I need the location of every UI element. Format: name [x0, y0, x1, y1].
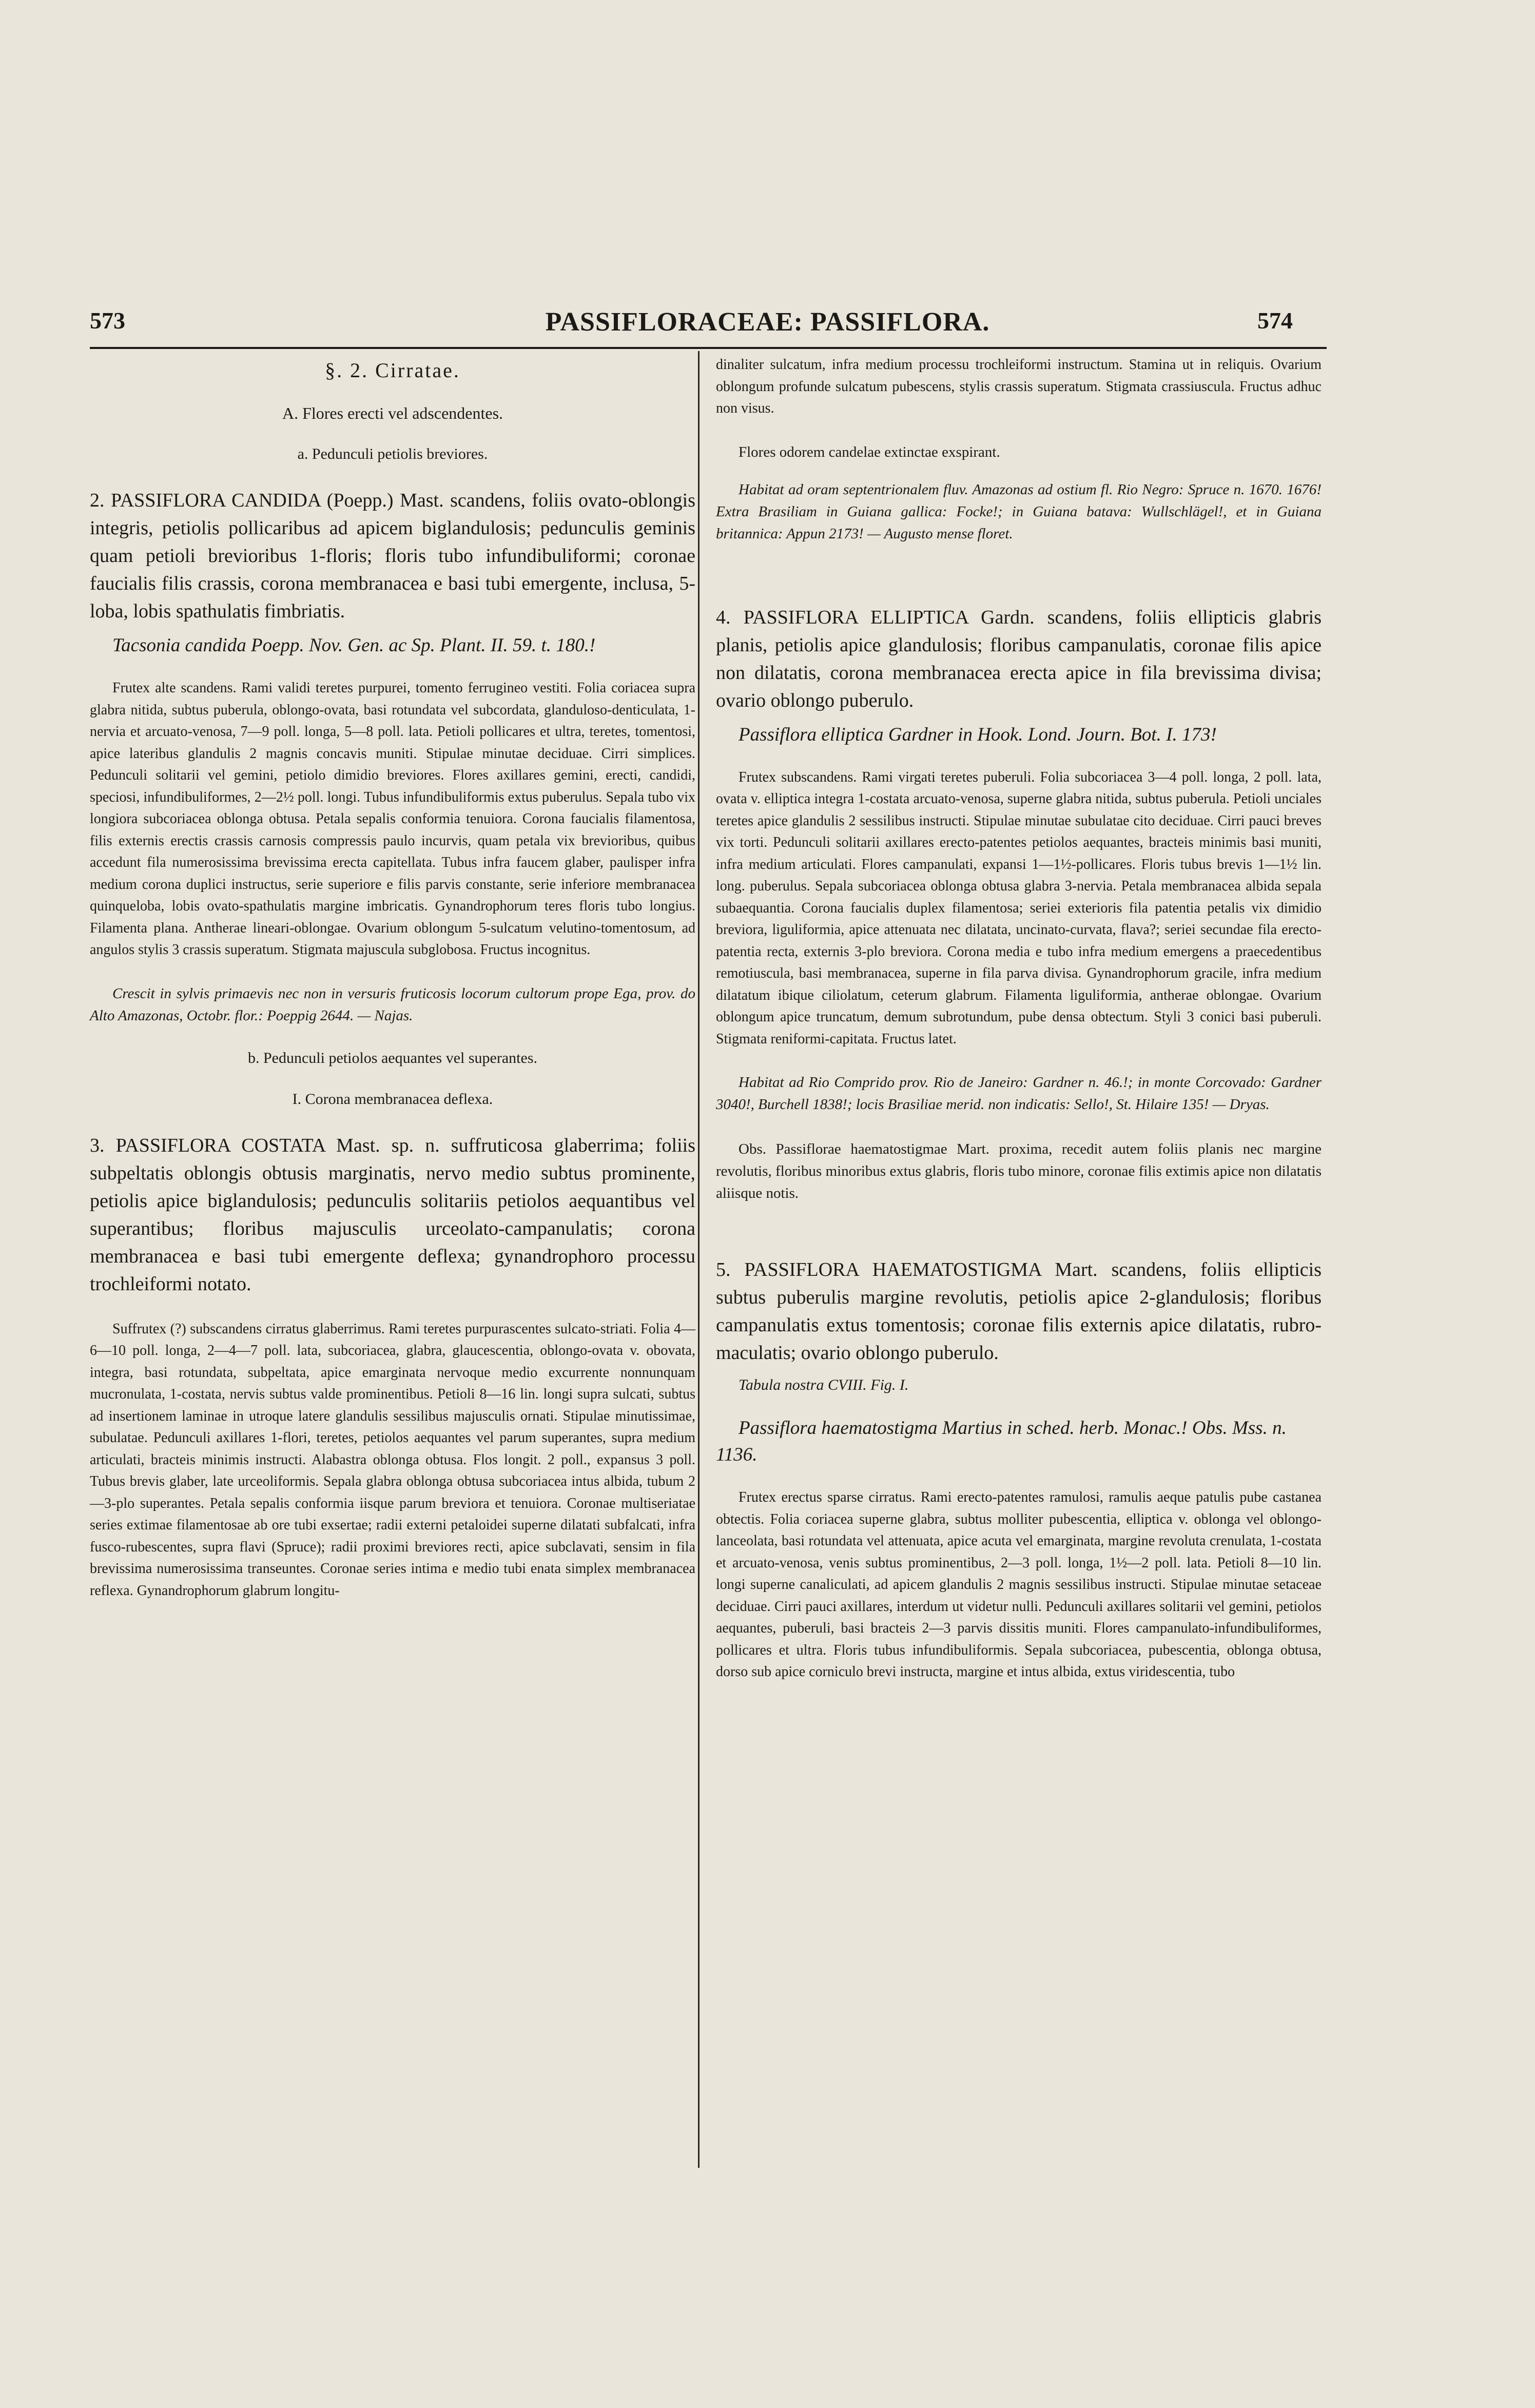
habitat-text: Crescit in sylvis primaevis nec non in versuris fruticosis locorum cultorum prope Ega, prov. do Alto Amazonas, Octobr. flor.: Poeppig 2644. — Najas. [90, 985, 695, 1024]
synonym-citation: Tacsonia candida Poepp. Nov. Gen. ac Sp. Plant. II. 59. t. 180.! [112, 635, 596, 656]
column-rule [698, 351, 700, 2168]
species-diagnosis: 3. PASSIFLORA COSTATA Mast. sp. n. suffruticosa glaberrima; foliis subpeltatis oblongis obtusis marginatis, nervo medio subtus prominente, petiolis apice biglandulosis; pedunculis solitariis petiolos aequantibus vel superantibus; floribus majusculis urceolato-campanulatis; corona membranacea e basi tubi emergente deflexa; gynandrophoro processu trochleiformi notato. [90, 1134, 695, 1295]
synonym-citation: Passiflora haematostigma Martius in sched. herb. Monac.! Obs. Mss. n. 1136. [716, 1417, 1287, 1465]
running-head: PASSIFLORACEAE: PASSIFLORA. [545, 307, 990, 337]
subgroup-heading: b. Pedunculi petiolos aequantes vel superantes. [247, 1049, 538, 1066]
header-rule [90, 347, 1327, 349]
species-diagnosis: 4. PASSIFLORA ELLIPTICA Gardn. scandens, foliis ellipticis glabris planis, petiolis apice glandulosis; floribus campanulatis, coronae filis apice non dilatatis, corona membranacea erecta apice in fila brevissima divisa; ovario oblongo puberulo. [716, 606, 1322, 711]
observation-note: Obs. Passiflorae haematostigmae Mart. proxima, recedit autem foliis planis nec margine revolutis, floribus minoribus extus glabris, floris tubo minore, coronae filis extimis apice non dilatatis aliisque notis. [716, 1141, 1322, 1201]
section-title: §. 2. Cirratae. [325, 359, 460, 382]
species-diagnosis: 5. PASSIFLORA HAEMATOSTIGMA Mart. scandens, foliis ellipticis subtus puberulis margine revolutis, petiolis apice 2-glandulosis; floribus campanulatis extus tomentosis; coronae filis externis apice dilatatis, rubro-maculatis; ovario oblongo puberulo. [716, 1259, 1322, 1364]
left-column [90, 354, 695, 1623]
subgroup-heading: A. Flores erecti vel adscendentes. [282, 404, 503, 422]
species-description: Frutex subscandens. Rami virgati teretes puberuli. Folia subcoriacea 3—4 poll. longa, 2 poll. lata, ovata v. elliptica integra 1-costata arcuato-venosa, superne glabra nitida, subtus puberula. Petioli unciales teretes apice glandulis 2 sessilibus instructi. Stipulae minutae subulatae cito deciduae. Cirri pauci breves vix torti. Pedunculi solitarii axillares erecto-patentes petiolos aequantes, bracteis minimis basi muniti, infra medium articulati. Flores campanulati, expansi 1—1½-pollicares. Floris tubus brevis 1—1½ lin. long. puberulus. Sepala subcoriacea oblonga obtusa glabra 3-nervia. Petala membranacea albida sepala subaequantia. Corona faucialis duplex filamentosa; seriei exterioris fila patentia petalis vix dimidio breviora, liguliformia, apice attenuata nec dilatata, uncinato-curvata, flava?; seriei secundae fila erecto-patentia recta, externis 3-plo breviora. Corona media e tubo infra medium emergens a praecedentibus remotiuscula, basi membranacea, superne in fila parva divisa. Gynandrophorum gracile, infra medium dilatatum ibique ciliolatum, ceterum glabrum. Filamenta liguliformia, antherae oblongae. Ovarium oblongum apice truncatum, demum subrotundum, pube densa obtectum. Styli 3 conici basi puberuli. Stigmata reniformi-capitata. Fructus latet. [716, 769, 1322, 1047]
species-diagnosis: 2. PASSIFLORA CANDIDA (Poepp.) Mast. scandens, foliis ovato-oblongis integris, petiolis pollicaribus ad apicem biglandulosis; pedunculis geminis quam petioli brevioribus 1-floris; floris tubo infundibuliformi; coronae faucialis filis crassis, corona membranacea e basi tubi emergente, inclusa, 5-loba, lobis spathulatis fimbriatis. [90, 490, 695, 622]
species-description: Frutex alte scandens. Rami validi teretes purpurei, tomento ferrugineo vestiti. Folia coriacea supra glabra nitida, subtus puberula, oblongo-ovata, basi rotundata vel subcordata, glanduloso-denticulata, 1-nervia et arcuato-venosa, 7—9 poll. longa, 5—8 poll. lata. Petioli pollicares et ultra, teretes, tomentosi, apice lateribus glandulis 2 magnis concavis muniti. Stipulae minutae deciduae. Cirri simplices. Pedunculi solitarii vel gemini, petiolo dimidio breviores. Flores axillares gemini, erecti, candidi, speciosi, infundibuliformes, 2—2½ poll. longi. Tubus infundibuliformis extus puberulus. Sepala tubo vix longiora subcoriacea oblonga obtusa. Petala sepalis conformia tenuiora. Corona faucialis filamentosa, filis externis erectis crassis carnosis compressis paulo incurvis, quam petala vix brevioribus, quibus accedunt fila numerosissima brevissima erecta capitellata. Tubus infra faucem glaber, paulisper infra medium corona duplici instructus, serie superiore e filis parvis constante, serie inferiore membranacea quinqueloba, lobis ovato-spathulatis margine imbricatis. Gynandrophorum teres floris tubo longius. Filamenta plana. Antherae lineari-oblongae. Ovarium oblongum 5-sulcatum velutino-tomentosum, ad angulos stylis 3 crassis superatum. Stigmata majuscula subglobosa. Fructus incognitus. [90, 680, 695, 958]
synonym-citation: Passiflora elliptica Gardner in Hook. Lond. Journ. Bot. I. 173! [739, 724, 1217, 745]
plate-reference: Tabula nostra CVIII. Fig. I. [739, 1376, 909, 1393]
description-continued: dinaliter sulcatum, infra medium processu trochleiformi instructum. Stamina ut in reliquis. Ovarium oblongum profunde sulcatum pubescens, stylis crassis superatum. Stigmata crassiuscula. Fructus adhuc non visus. [716, 357, 1322, 416]
species-note: Flores odorem candelae extinctae exspirant. [739, 443, 1000, 460]
page-number-left: 573 [90, 307, 125, 334]
subgroup-heading: I. Corona membranacea deflexa. [292, 1090, 493, 1108]
species-description: Suffrutex (?) subscandens cirratus glaberrimus. Rami teretes purpurascentes sulcato-striati. Folia 4—6—10 poll. longa, 2—4—7 poll. lata, subcoriacea, glabra, glaucescentia, oblongo-ovata v. obovata, integra, basi rotundata, subpeltata, apice emarginata nervoque medio excurrente nonnunquam mucronulata, 1-costata, nervis subtus valde prominentibus. Petioli 8—16 lin. longi supra sulcati, subtus ad insertionem laminae in utroque latere glandulis sessilibus majusculis ornati. Stipulae minutissimae, subulatae. Pedunculi axillares 1-flori, teretes, petiolos aequantes vel parum superantes, supra medium articulati, bracteis minimis instructi. Alabastra oblonga obtusa. Flos longit. 2 poll., expansus 3 poll. Tubus brevis glaber, late urceoliformis. Sepala glabra oblonga obtusa subcoriacea intus albida, tubum 2—3-plo superantes. Petala sepalis conformia iisque parum breviora et tenuiora. Coronae multiseriatae series extimae filamentosae ab ore tubi exsertae; radii externi petaloidei superne dilatati subfalcati, infra fusco-rubescentes, supra flavi (Spruce); radii proximi breviores recti, apice subclavati, sensim in fila brevissima numerosissima transeuntes. Coronae series intima e medio tubi enata simplex membranacea reflexa. Gynandrophorum glabrum longitu- [90, 1320, 695, 1599]
right-column [716, 354, 1322, 1705]
subgroup-heading: a. Pedunculi petiolis breviores. [297, 445, 488, 462]
species-description: Frutex erectus sparse cirratus. Rami erecto-patentes ramulosi, ramulis aeque patulis pube castanea obtectis. Folia coriacea superne glabra, subtus molliter pubescentia, elliptica v. oblonga vel oblongo-lanceolata, basi rotundata vel attenuata, apice acuta vel emarginata, margine revoluta crenulata, 1-costata et arcuato-venosa, venis subtus prominentibus, 2—3 poll. longa, 1½—2 poll. lata. Petioli 8—10 lin. longi superne canaliculati, ad apicem glandulis 2 magnis sessilibus instructi. Stipulae minutae setaceae deciduae. Cirri pauci axillares, interdum ut videtur nulli. Pedunculi axillares solitarii vel gemini, petiolos aequantes, puberuli, basi bracteis 2—3 parvis dissitis muniti. Flores campanulato-infundibuliformes, pollicares et ultra. Floris tubus infundibuliformis. Sepala subcoriacea, pubescentia, oblonga obtusa, dorso sub apice corniculo brevi instructa, margine et intus albida, extus viridescentia, tubo [716, 1489, 1322, 1680]
page-number-right: 574 [1257, 307, 1293, 334]
habitat-text: Habitat ad Rio Comprido prov. Rio de Janeiro: Gardner n. 46.!; in monte Corcovado: Gardner 3040!, Burchell 1838!; locis Brasiliae merid. non indicatis: Sello!, St. Hilaire 135! — Dryas. [716, 1074, 1322, 1113]
habitat-text: Habitat ad oram septentrionalem fluv. Amazonas ad ostium fl. Rio Negro: Spruce n. 1670. 1676! Extra Brasiliam in Guiana gallica: Focke!; in Guiana batava: Wullschlägel!, et in Guiana britannica: Appun 2173! — Augusto mense floret. [716, 481, 1322, 542]
